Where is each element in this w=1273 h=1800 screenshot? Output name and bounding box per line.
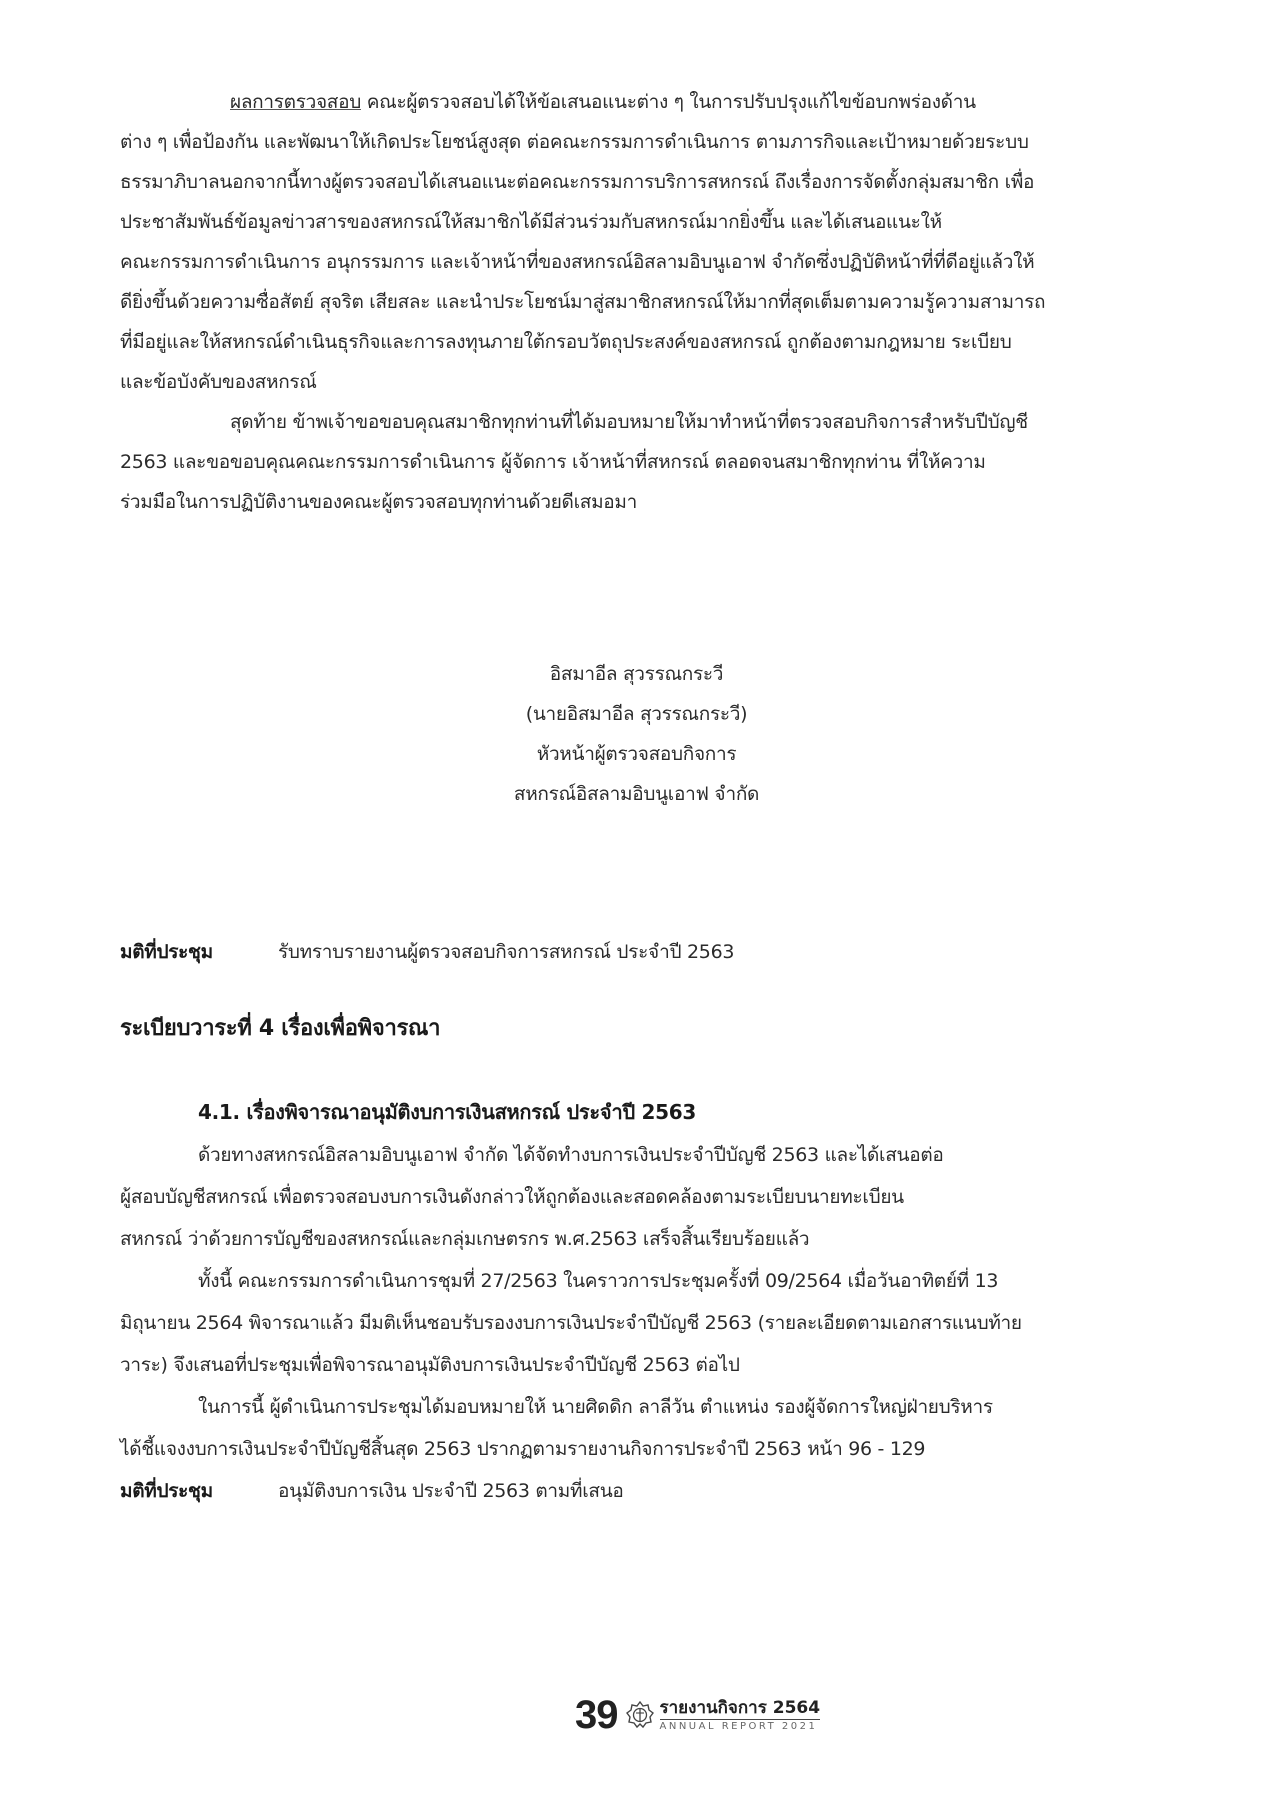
agenda-4-1-para3-line-2: ได้ชี้แจงงบการเงินประจำปีบัญชีสิ้นสุด 2563 ปรากฏตามรายงานกิจการประจำปี 2563 หน้า 96 - 129 (120, 1438, 926, 1460)
closing-line-2: 2563 และขอขอบคุณคณะกรรมการดำเนินการ ผู้จัดการ เจ้าหน้าที่สหกรณ์ ตลอดจนสมาชิกทุกท่าน ที่ให้ความ (120, 451, 986, 473)
agenda-4-1-para2-line-1: ทั้งนี้ คณะกรรมการดำเนินการชุมที่ 27/2563 ในคราวการประชุมครั้งที่ 09/2564 เมื่อวันอาทิตย์ที่ 13 (198, 1270, 999, 1292)
page-footer (575, 1690, 820, 1740)
agenda-4-1-para1-line-2: ผู้สอบบัญชีสหกรณ์ เพื่อตรวจสอบงบการเงินดังกล่าวให้ถูกต้องและสอดคล้องตามระเบียบนายทะเบียน (120, 1186, 904, 1208)
signature-printed-name: (นายอิสมาอีล สุวรรณกระวี) (525, 703, 748, 725)
agenda-4-heading: ระเบียบวาระที่ 4 เรื่องเพื่อพิจารณา (120, 1016, 441, 1041)
report-title-en: ANNUAL REPORT 2021 (659, 1720, 818, 1732)
agenda-4-1-para1-line-3: สหกรณ์ ว่าด้วยการบัญชีของสหกรณ์และกลุ่มเกษตรกร พ.ศ.2563 เสร็จสิ้นเรียบร้อยแล้ว (120, 1228, 810, 1250)
audit-findings-line-2: ต่าง ๆ เพื่อป้องกัน และพัฒนาให้เกิดประโยชน์สูงสุด ต่อคณะกรรมการดำเนินการ ตามภารกิจและเป้าหมายด้วยระบบ (120, 131, 1029, 153)
agenda-4-1-title: 4.1. เรื่องพิจารณาอนุมัติงบการเงินสหกรณ์ ประจำปี 2563 (198, 1100, 696, 1124)
findings-text: คณะผู้ตรวจสอบได้ให้ข้อเสนอแนะต่าง ๆ ในการปรับปรุงแก้ไขข้อบกพร่องด้าน (360, 91, 976, 113)
audit-findings-line-7: ที่มีอยู่และให้สหกรณ์ดำเนินธุรกิจและการลงทุนภายใต้กรอบวัตถุประสงค์ของสหกรณ์ ถูกต้องตามกฎหมาย ระเบียบ (120, 331, 1012, 353)
resolution-2 (120, 1477, 1165, 1505)
resolution-text: รับทราบรายงานผู้ตรวจสอบกิจการสหกรณ์ ประจำปี 2563 (278, 941, 735, 963)
resolution-text: อนุมัติงบการเงิน ประจำปี 2563 ตามที่เสนอ (278, 1480, 624, 1502)
agenda-4-1-para2-line-2: มิถุนายน 2564 พิจารณาแล้ว มีมติเห็นชอบรับรองงบการเงินประจำปีบัญชี 2563 (รายละเอียดตามเอกสารแนบท้าย (120, 1312, 1022, 1334)
findings-label: ผลการตรวจสอบ (230, 91, 361, 113)
resolution-label: มติที่ประชุม (120, 941, 213, 963)
audit-findings-line-8: และข้อบังคับของสหกรณ์ (120, 371, 317, 393)
audit-findings-line-3: ธรรมาภิบาลนอกจากนี้ทางผู้ตรวจสอบได้เสนอแนะต่อคณะกรรมการบริการสหกรณ์ ถึงเรื่องการจัดตั้งกลุ่มสมาชิก เพื่อ (120, 171, 1035, 193)
agenda-4-1-para3-line-1: ในการนี้ ผู้ดำเนินการประชุมได้มอบหมายให้ นายศิดดิก ลาลีวัน ตำแหน่ง รองผู้จัดการใหญ่ฝ่ายบริหาร (198, 1396, 993, 1418)
resolution-1 (120, 938, 1165, 966)
audit-findings-line-1 (230, 88, 1273, 116)
audit-findings-line-6: ดียิ่งขึ้นด้วยความซื่อสัตย์ สุจริต เสียสละ และนำประโยชน์มาสู่สมาชิกสหกรณ์ให้มากที่สุดเต็มตามความรู้ความสามารถ (120, 291, 1046, 313)
agenda-4-1-para2-line-3: วาระ) จึงเสนอที่ประชุมเพื่อพิจารณาอนุมัติงบการเงินประจำปีบัญชี 2563 ต่อไป (120, 1354, 740, 1376)
resolution-label: มติที่ประชุม (120, 1480, 213, 1502)
agenda-4-1-para1-line-1: ด้วยทางสหกรณ์อิสลามอิบนูเอาฟ จำกัด ได้จัดทำงบการเงินประจำปีบัญชี 2563 และได้เสนอต่อ (198, 1144, 944, 1166)
audit-findings-line-4: ประชาสัมพันธ์ข้อมูลข่าวสารของสหกรณ์ให้สมาชิกได้มีส่วนร่วมกับสหกรณ์มากยิ่งขึ้น และได้เสนอแนะให้ (120, 211, 942, 233)
report-title-block (660, 1698, 821, 1733)
signature-organization: สหกรณ์อิสลามอิบนูเอาฟ จำกัด (513, 783, 760, 805)
page-number: 39 (575, 1692, 618, 1737)
closing-line-3: ร่วมมือในการปฏิบัติงานของคณะผู้ตรวจสอบทุกท่านด้วยดีเสมอมา (120, 491, 638, 513)
audit-findings-line-5: คณะกรรมการดำเนินการ อนุกรรมการ และเจ้าหน้าที่ของสหกรณ์อิสลามอิบนูเอาฟ จำกัดซึ่งปฏิบัติหน้าที่ที่ดีอยู่แล้วให้ (120, 251, 1035, 273)
signature-signed-name: อิสมาอีล สุวรรณกระวี (549, 663, 724, 685)
cooperative-emblem-icon (626, 1701, 654, 1729)
signature-position: หัวหน้าผู้ตรวจสอบกิจการ (536, 743, 737, 765)
closing-line-1: สุดท้าย ข้าพเจ้าขอขอบคุณสมาชิกทุกท่านที่ได้มอบหมายให้มาทำหน้าที่ตรวจสอบกิจการสำหรับปีบัญชี (230, 411, 1028, 433)
report-title-th: รายงานกิจการ 2564 (659, 1697, 821, 1718)
